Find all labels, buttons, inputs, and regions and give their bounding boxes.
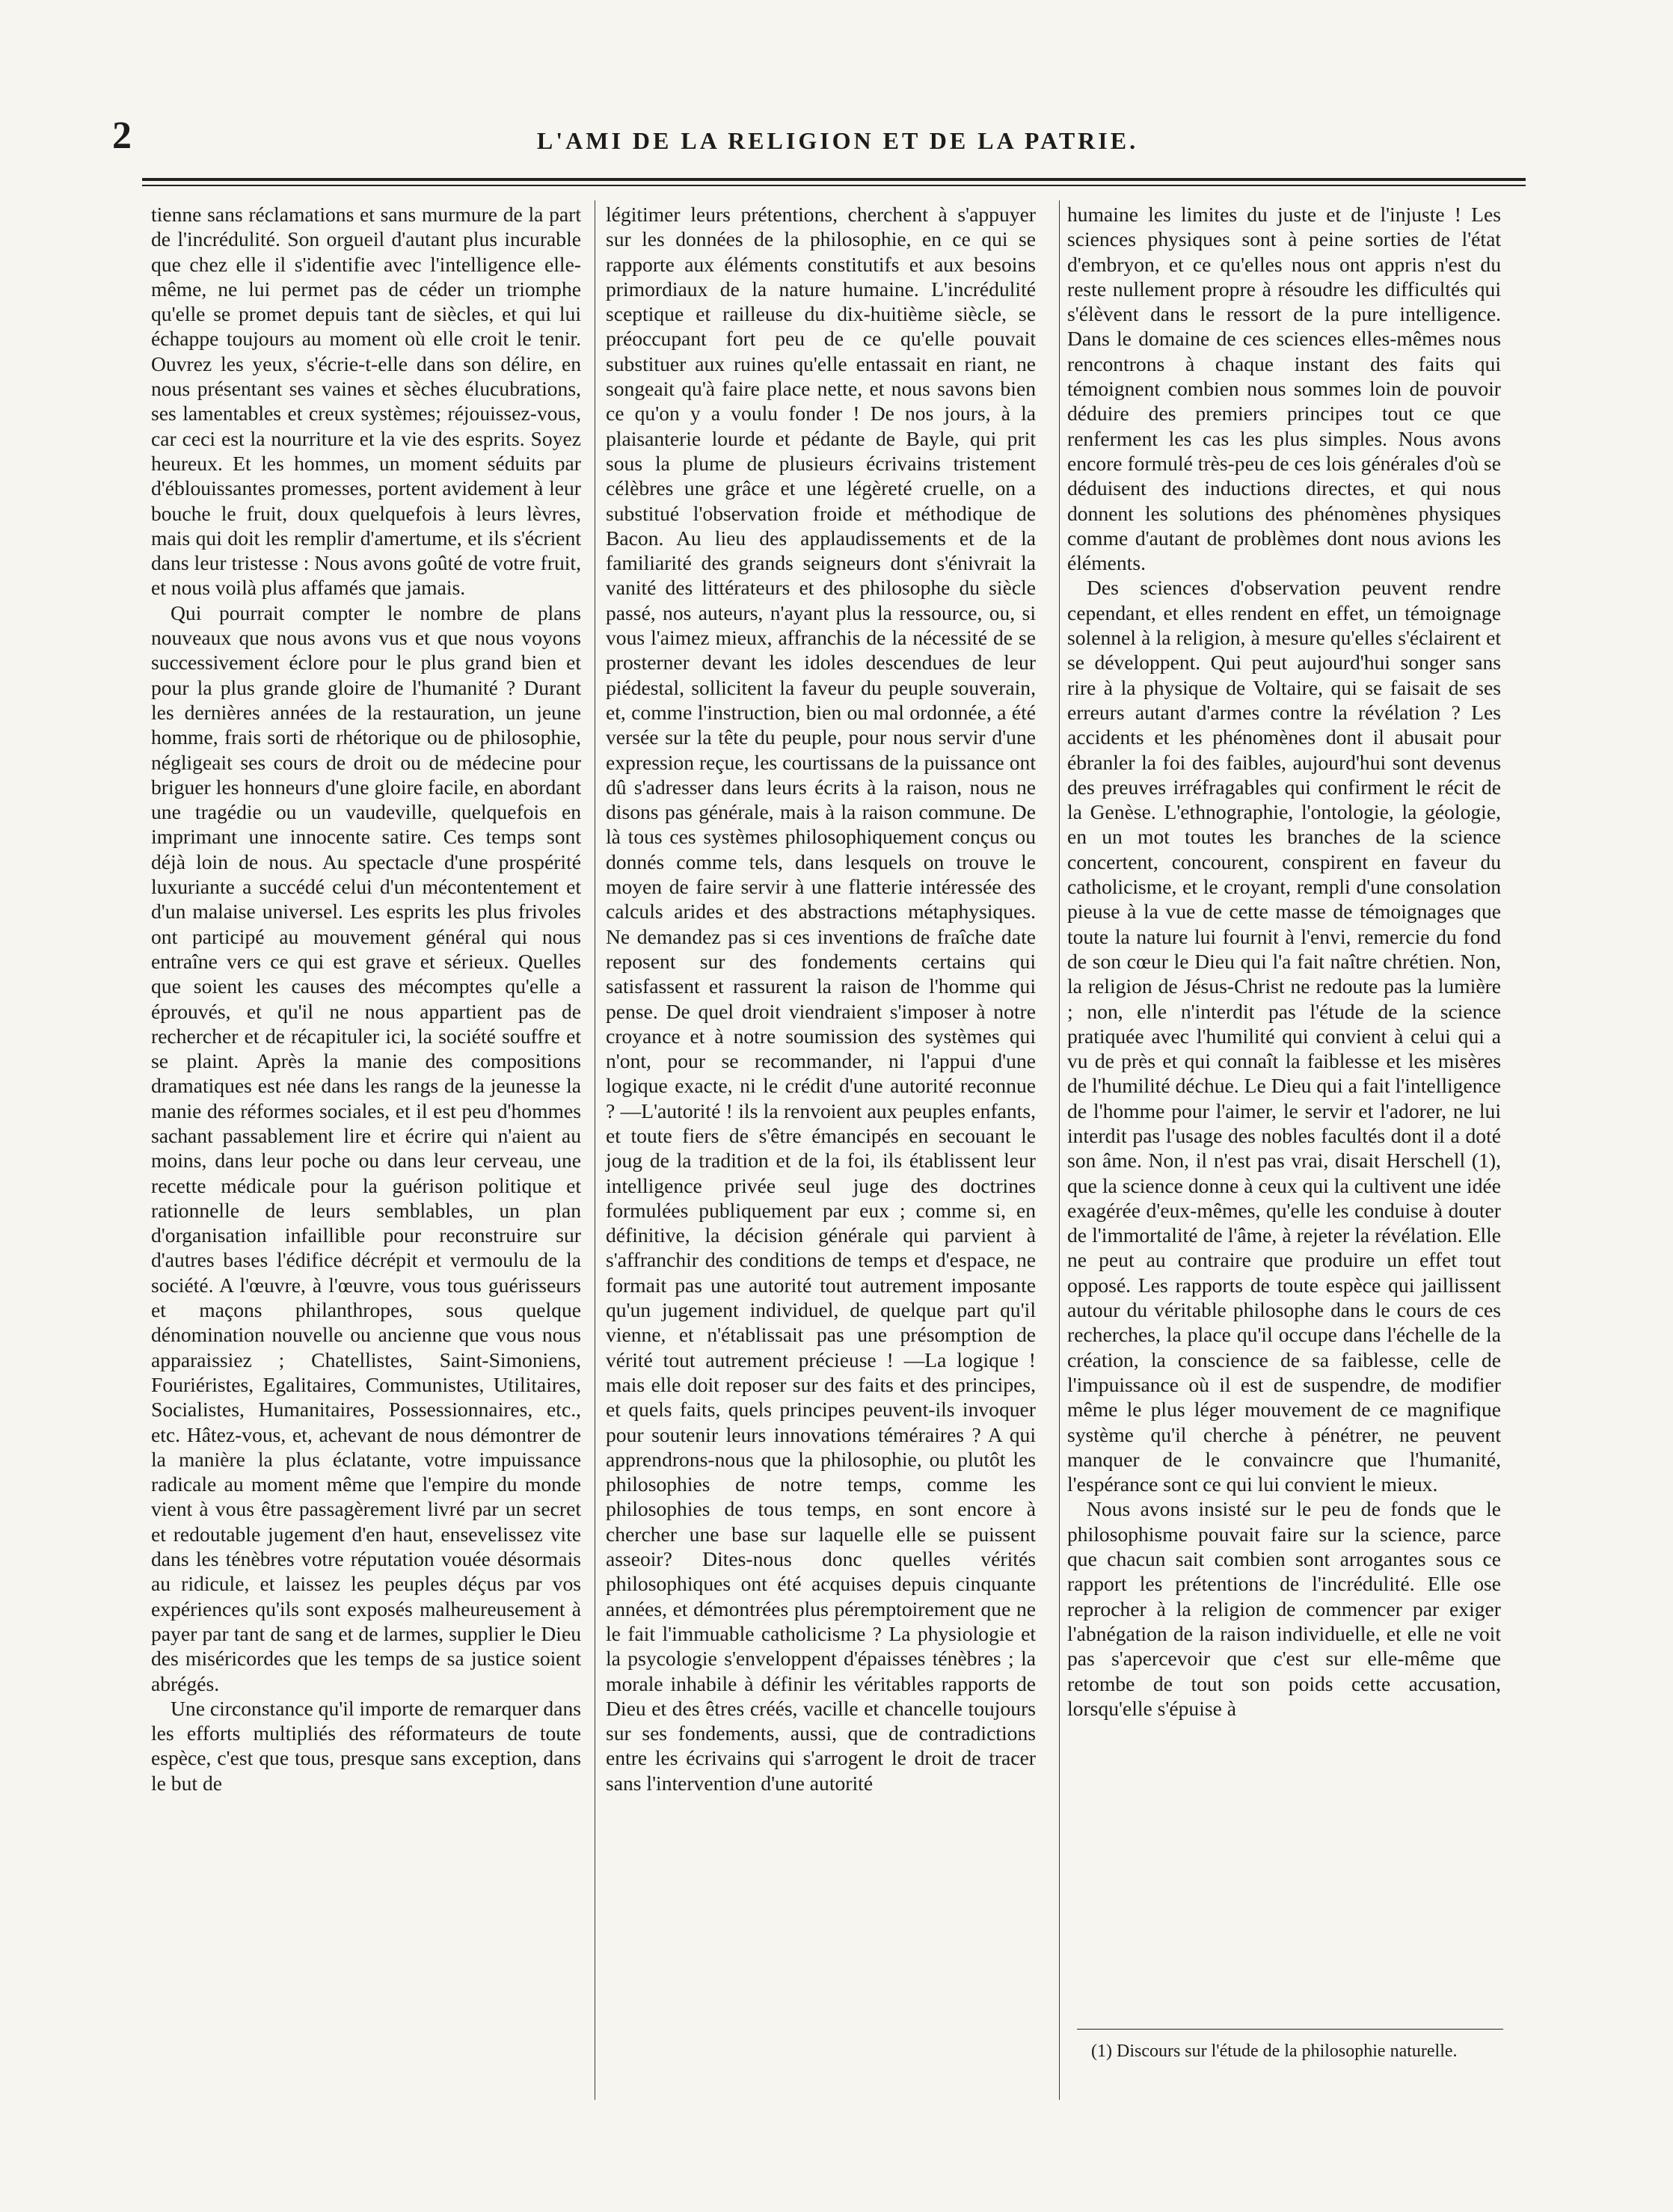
header-rule [142,178,1526,181]
paragraph: humaine les limites du juste et de l'injuste ! Les sciences physiques sont à peine sorties de l'état d'embryon, et ce qu'elles nous ont appris n'est du reste nullement propre à résoudre les difficultés qui s'élèvent dans le ressort de la pure intelligence. Dans le domaine de ces sciences elles-mêmes nous rencontrons à chaque instant des faits qui témoignent combien nous sommes loin de pouvoir déduire des premiers principes tout ce que renferment les cas les plus simples. Nous avons encore formulé très-peu de ces lois générales d'où se déduisent des inductions directes, et qui nous donnent les solutions des phénomènes physiques comme d'autant de problèmes dont nous avions les éléments. [1067,203,1501,575]
paragraph: Des sciences d'observation peuvent rendre cependant, et elles rendent en effet, un témoignage solennel à la religion, à mesure qu'elles s'éclairent et se développent. Qui peut aujourd'hui songer sans rire à la physique de Voltaire, qui se faisait de ses erreurs autant d'armes contre la révélation ? Les accidents et les phénomènes dont il abusait pour ébranler la foi des faibles, aujourd'hui sont devenus des preuves irréfragables qui confirment le récit de la Genèse. L'ethnographie, l'ontologie, la géologie, en un mot toutes les branches de la science concertent, concourent, conspirent en faveur du catholicisme, et le croyant, rempli d'une consolation pieuse à la vue de cette masse de témoignages que toute la nature lui fournit à l'envi, remercie du fond de son cœur le Dieu qui l'a fait naître chrétien. Non, la religion de Jésus-Christ ne redoute pas la lumière ; non, elle n'interdit pas l'étude de la science pratiquée avec l'humilité qui convient à celui qui a vu de près et qui connaît la faiblesse et les misères de l'humilité déchue. Le Dieu qui a fait l'intelligence de l'homme pour l'aimer, le servir et l'adorer, ne lui interdit pas l'usage des nobles facultés dont il a doté son âme. Non, il n'est pas vrai, disait Herschell (1), que la science donne à ceux qui la cultivent une idée exagérée d'eux-mêmes, qu'elle les conduise à douter de l'immortalité de l'âme, à rejeter la révélation. Elle ne peut au contraire que produire un effet tout opposé. Les rapports de toute espèce qui jaillissent autour du véritable philosophe dans le cours de ces recherches, la place qu'il occupe dans l'échelle de la création, la conscience de sa faiblesse, celle de l'impuissance où il est de suspendre, de modifier même le plus léger mouvement de ce magnifique système qu'il cherche à pénétrer, ne peuvent manquer de le convaincre que l'humanité, l'espérance sont ce qui lui convient le mieux. [1067,576,1501,1496]
paragraph: Qui pourrait compter le nombre de plans nouveaux que nous avons vus et que nous voyons successivement éclore pour le plus grand bien et pour la plus grande gloire de l'humanité ? Durant les dernières années de la restauration, un jeune homme, frais sorti de rhétorique ou de philosophie, négligeait ses cours de droit ou de médecine pour briguer les honneurs d'une gloire facile, en abordant une tragédie ou un vaudeville, quelquefois en imprimant une innocente satire. Ces temps sont déjà loin de nous. Au spectacle d'une prospérité luxuriante a succédé celui d'un mécontentement et d'un malaise universel. Les esprits les plus frivoles ont participé au mouvement général qui nous entraîne vers ce qui est grave et sérieux. Quelles que soient les causes des mécomptes qu'elle a éprouvés, et qu'il ne nous appartient pas de rechercher et de récapituler ici, la société souffre et se plaint. Après la manie des compositions dramatiques est née dans les rangs de la jeunesse la manie des réformes sociales, et il est peu d'hommes sachant passablement lire et écrire qui n'aient au moins, dans leur poche ou dans leur cerveau, une recette médicale pour la guérison politique et rationnelle de leurs semblables, un plan d'organisation infaillible pour reconstruire sur d'autres bases l'édifice décrépit et vermoulu de la société. A l'œuvre, à l'œuvre, vous tous guérisseurs et maçons philanthropes, sous quelque dénomination nouvelle ou ancienne que vous nous apparaissiez ; Chatellistes, Saint-Simoniens, Fouriéristes, Egalitaires, Communistes, Utilitaires, Socialistes, Humanitaires, Possessionnaires, etc., etc. Hâtez-vous, et, achevant de nous démontrer de la manière la plus éclatante, votre impuissance radicale au moment même que l'empire du monde vient à vous être passagèrement livré par un secret et redoutable jugement d'en haut, ensevelissez vite dans les ténèbres votre réputation vouée désormais au ridicule, et laissez les peuples déçus par vos expériences qu'ils sont exposés malheureusement à payer par tant de sang et de larmes, supplier le Dieu des miséricordes que les temps de sa justice soient abrégés. [151,600,581,1695]
footnote-rule [1077,2029,1503,2030]
paragraph: Une circonstance qu'il importe de remarquer dans les efforts multipliés des réformateurs de toute espèce, c'est que tous, presque sans exception, dans le but de [151,1696,581,1795]
column-2 [606,202,1036,1795]
paragraph: Nous avons insisté sur le peu de fonds que le philosophisme pouvait faire sur la science, parce que chacun sait combien sont arrogantes sous ce rapport les prétentions de l'incrédulité. Elle ose reprocher à la religion de commencer par exiger l'abnégation de la raison individuelle, et elle ne voit pas s'apercevoir que c'est sur elle-même que retombe de tout son poids cette accusation, lorsqu'elle s'épuise à [1067,1497,1501,1720]
header-rule-thin [142,185,1526,186]
running-title: L'AMI DE LA RELIGION ET DE LA PATRIE. [536,127,1139,154]
column-1 [151,202,581,1795]
column-3 [1067,202,1501,1721]
column-separator [1059,200,1060,2100]
paragraph: légitimer leurs prétentions, cherchent à s'appuyer sur les données de la philosophie, en ce qui se rapporte aux éléments constitutifs et aux besoins primordiaux de la nature humaine. L'incrédulité sceptique et railleuse du dix-huitième siècle, se préoccupant fort peu de ce qu'elle pouvait substituer aux ruines qu'elle entassait en riant, ne songeait qu'à faire place nette, et nous savons bien ce qu'on y a voulu fonder ! De nos jours, à la plaisanterie lourde et pédante de Bayle, qui prit sous la plume de plusieurs écrivains tristement célèbres une grâce et une légèreté cruelle, on a substitué l'observation froide et méthodique de Bacon. Au lieu des applaudissements et de la familiarité des grands seigneurs dont s'énivrait la vanité des littérateurs et des philosophe du siècle passé, nos auteurs, n'ayant plus la ressource, ou, si vous l'aimez mieux, affranchis de la nécessité de se prosterner devant les idoles descendues de leur piédestal, sollicitent la faveur du peuple souverain, et, comme l'instruction, bien ou mal ordonnée, a été versée sur la tête du peuple, pour nous servir d'une expression reçue, les courtissans de la puissance ont dû s'adresser dans leurs écrits à la raison, nous ne disons pas générale, mais à la raison commune. De là tous ces systèmes philosophiquement conçus ou donnés comme tels, dans lesquels on trouve le moyen de faire servir à une flatterie intéressée des calculs arides et des abstractions métaphysiques. Ne demandez pas si ces inventions de fraîche date reposent sur des fondements certains qui satisfassent et rassurent la raison de l'homme qui pense. De quel droit viendraient s'imposer à notre croyance et à notre soumission des systèmes qui n'ont, pour se recommander, ni l'appui d'une logique exacte, ni le crédit d'une autorité reconnue ? —L'autorité ! ils la renvoient aux peuples enfants, et toute fiers de s'être émancipés en secouant le joug de la tradition et de la foi, ils établissent leur intelligence privée seul juge des doctrines formulées publiquement par eux ; comme si, en définitive, la décision générale qui parvient à s'affranchir des conditions de temps et d'espace, ne formait pas une autorité tout autrement imposante qu'un jugement individuel, de quelque part qu'il vienne, et n'établissait pas une présomption de vérité tout autrement précieuse ! —La logique ! mais elle doit reposer sur des faits et des principes, et quels faits, quels principes peuvent-ils invoquer pour soutenir leurs innovations téméraires ? A qui apprendrons-nous que la philosophie, ou plutôt les philosophies de notre temps, comme les philosophies de tous temps, en sont encore à chercher une base sur laquelle elle se puissent asseoir? Dites-nous donc quelles vérités philosophiques ont été acquises depuis cinquante années, et démontrées plus péremptoirement que ne le fait l'immuable catholicisme ? La physiologie et la psycologie s'enveloppent d'épaisses ténèbres ; la morale inhabile à définir les véritables rapports de Dieu et des êtres créés, vacille et chancelle toujours sur ses fondements, aussi, que de contradictions entre les écrivains qui s'arrogent le droit de tracer sans l'intervention d'une autorité [606,203,1036,1795]
page-number: 2 [112,114,132,157]
paragraph: tienne sans réclamations et sans murmure de la part de l'incrédulité. Son orgueil d'autant plus incurable que chez elle il s'identifie avec l'intelligence elle-même, ne lui permet pas de céder un triomphe qu'elle se promet depuis tant de siècles, et qui lui échappe toujours au moment où elle croit le tenir. Ouvrez les yeux, s'écrie-t-elle dans son délire, en nous présentant ses vaines et sèches élucubrations, ses lamentables et creux systèmes; réjouissez-vous, car ceci est la nourriture et la vie des esprits. Soyez heureux. Et les hommes, un moment séduits par d'éblouissantes promesses, portent avidement à leur bouche le fruit, doux quelquefois à leurs lèvres, mais qui doit les remplir d'amertume, et ils s'écrient dans leur tristesse : Nous avons goûté de votre fruit, et nous voilà plus affamés que jamais. [151,203,581,600]
footnote: (1) Discours sur l'étude de la philosophie naturelle. [1091,2042,1458,2061]
